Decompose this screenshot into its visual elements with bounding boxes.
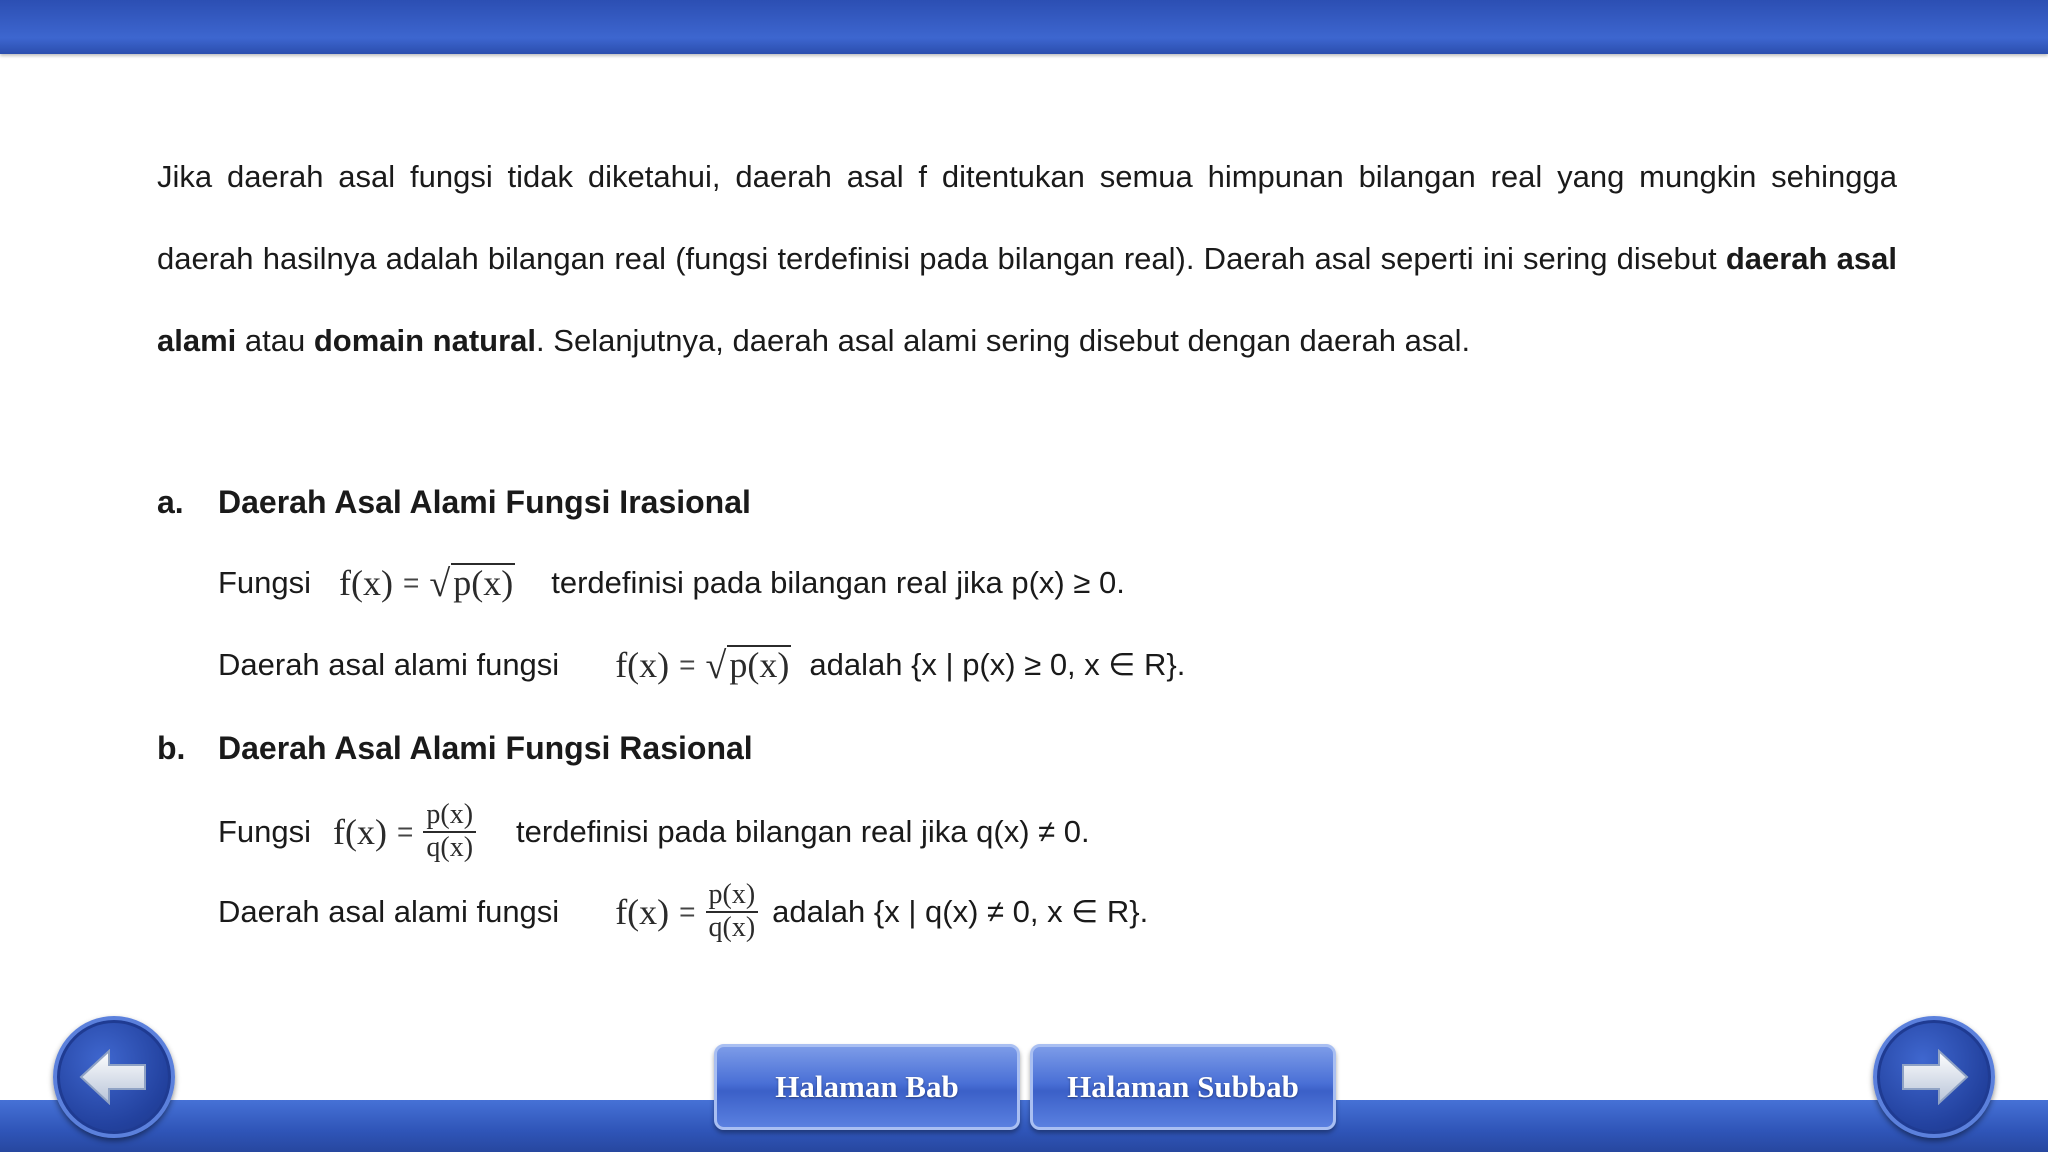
numerator: p(x): [706, 880, 759, 913]
subchapter-page-label: Halaman Subbab: [1067, 1069, 1299, 1104]
square-root: √ p(x): [705, 644, 790, 687]
intro-text-2: atau: [236, 323, 314, 358]
formula-equals: =: [397, 815, 414, 847]
section-b-line-1-prefix: Fungsi: [218, 813, 312, 849]
formula-equals: =: [403, 567, 420, 598]
bottom-banner: [0, 1100, 2048, 1152]
rational-function-formula: [333, 800, 476, 864]
irrational-function-formula: [339, 562, 515, 604]
fraction: [423, 800, 476, 864]
section-b-line-1: [218, 800, 1090, 864]
arrow-left-icon: [79, 1049, 149, 1105]
subchapter-page-button[interactable]: [1030, 1044, 1336, 1130]
intro-text-3: . Selanjutnya, daerah asal alami sering disebut dengan daerah asal.: [536, 323, 1471, 358]
section-a-title: Daerah Asal Alami Fungsi Irasional: [218, 484, 751, 520]
irrational-domain-formula: [615, 644, 791, 686]
section-b-line-2-suffix: adalah {x | q(x) ≠ 0, x ∈ R}.: [772, 893, 1149, 929]
chapter-page-button[interactable]: [714, 1044, 1020, 1130]
section-a-marker: a.: [157, 484, 184, 520]
section-a-line-2: [218, 644, 1185, 686]
formula-fx: f(x): [615, 645, 670, 685]
section-a-heading: [157, 484, 751, 521]
formula-equals: =: [679, 649, 696, 680]
section-a-line-1: [218, 562, 1125, 604]
section-b-line-1-suffix: terdefinisi pada bilangan real jika q(x) ≠ 0.: [516, 813, 1090, 849]
intro-paragraph: [157, 136, 1897, 382]
intro-text-1: Jika daerah asal fungsi tidak diketahui, daerah asal f ditentukan semua himpunan bilangan real yang mungkin sehingga daerah hasilnya adalah bilangan real (fungsi terdefinisi pada bilangan real). Daerah asal seperti ini sering disebut: [157, 159, 1897, 276]
rational-domain-formula: [615, 880, 758, 944]
formula-fx: f(x): [615, 891, 670, 932]
radicand: p(x): [453, 563, 514, 604]
term-daerah-asal-alami: daerah asal alami: [157, 241, 1897, 358]
fraction: [706, 880, 759, 944]
formula-fx: f(x): [333, 811, 388, 852]
denominator: q(x): [708, 911, 756, 943]
section-a-line-2-suffix: adalah {x | p(x) ≥ 0, x ∈ R}.: [809, 647, 1186, 682]
arrow-right-icon: [1899, 1049, 1969, 1105]
top-banner: [0, 0, 2048, 54]
square-root: √ p(x): [429, 562, 514, 605]
denominator: q(x): [426, 831, 474, 863]
chapter-page-label: Halaman Bab: [775, 1069, 959, 1104]
numerator: p(x): [423, 800, 476, 833]
section-b-heading: [157, 730, 753, 767]
radicand: p(x): [729, 645, 790, 686]
section-b-title: Daerah Asal Alami Fungsi Rasional: [218, 730, 753, 766]
section-a-line-1-suffix: terdefinisi pada bilangan real jika p(x) ≥ 0.: [551, 565, 1125, 600]
section-a-line-2-prefix: Daerah asal alami fungsi: [218, 647, 560, 682]
section-b-line-2: [218, 880, 1148, 944]
next-button[interactable]: [1873, 1016, 1995, 1138]
formula-fx: f(x): [339, 563, 394, 603]
section-b-line-2-prefix: Daerah asal alami fungsi: [218, 893, 560, 929]
formula-equals: =: [679, 895, 696, 927]
section-b-marker: b.: [157, 730, 186, 766]
back-button[interactable]: [53, 1016, 175, 1138]
section-a-line-1-prefix: Fungsi: [218, 565, 312, 600]
term-domain-natural: domain natural: [313, 323, 537, 358]
